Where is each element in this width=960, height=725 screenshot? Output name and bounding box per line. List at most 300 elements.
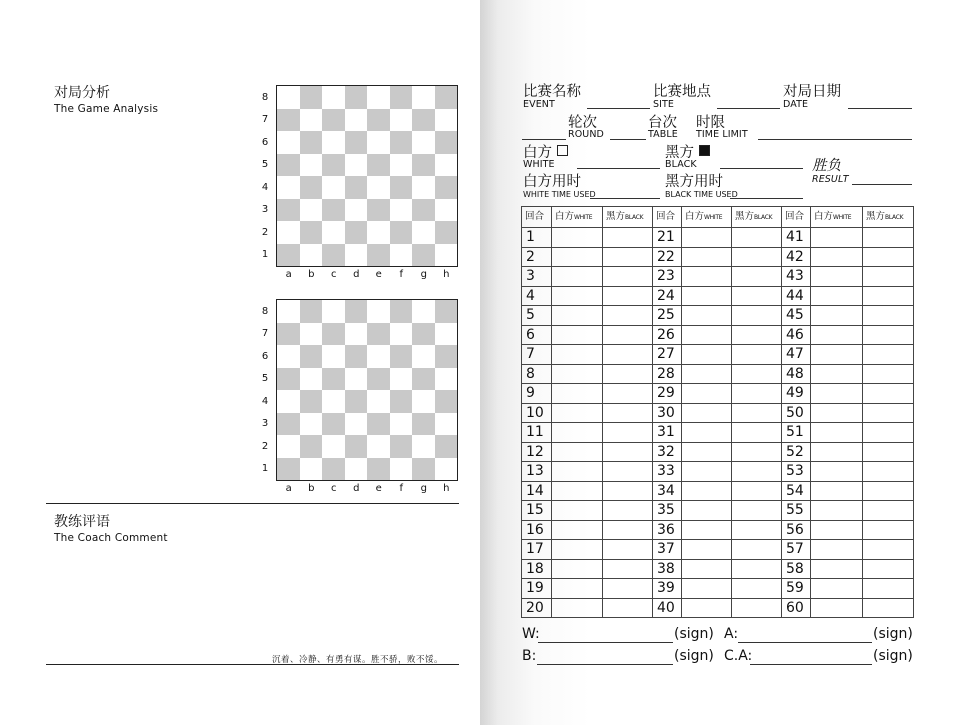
time-limit-field[interactable] bbox=[758, 139, 912, 140]
black-move-cell[interactable] bbox=[863, 481, 914, 501]
board-square[interactable] bbox=[367, 109, 390, 132]
board-square[interactable] bbox=[277, 323, 300, 346]
board-square[interactable] bbox=[412, 199, 435, 222]
white-time-field[interactable] bbox=[590, 198, 660, 199]
board-square[interactable] bbox=[435, 131, 458, 154]
board-square[interactable] bbox=[300, 458, 323, 481]
white-move-cell[interactable] bbox=[682, 306, 732, 326]
white-move-cell[interactable] bbox=[682, 384, 732, 404]
black-move-cell[interactable] bbox=[603, 325, 653, 345]
move-number: 60 bbox=[782, 598, 811, 618]
board-square[interactable] bbox=[300, 154, 323, 177]
black-move-cell[interactable] bbox=[863, 540, 914, 560]
black-move-cell[interactable] bbox=[863, 442, 914, 462]
white-move-cell[interactable] bbox=[811, 384, 863, 404]
move-number: 39 bbox=[653, 579, 682, 599]
board-square[interactable] bbox=[322, 390, 345, 413]
board-square[interactable] bbox=[277, 86, 300, 109]
white-move-cell[interactable] bbox=[552, 247, 603, 267]
white-move-cell[interactable] bbox=[682, 403, 732, 423]
white-move-cell[interactable] bbox=[811, 325, 863, 345]
white-move-cell[interactable] bbox=[811, 442, 863, 462]
board-square[interactable] bbox=[300, 300, 323, 323]
board-square[interactable] bbox=[277, 368, 300, 391]
move-number: 16 bbox=[522, 520, 552, 540]
board-square[interactable] bbox=[412, 131, 435, 154]
board-square[interactable] bbox=[345, 458, 368, 481]
white-move-cell[interactable] bbox=[552, 481, 603, 501]
black-move-cell[interactable] bbox=[732, 579, 782, 599]
board-square[interactable] bbox=[345, 323, 368, 346]
board-square[interactable] bbox=[322, 221, 345, 244]
black-move-cell[interactable] bbox=[603, 442, 653, 462]
file-label: f bbox=[399, 483, 404, 494]
table-row bbox=[522, 286, 914, 306]
move-number: 25 bbox=[653, 306, 682, 326]
white-move-cell[interactable] bbox=[811, 579, 863, 599]
white-move-cell[interactable] bbox=[552, 228, 603, 248]
board-square[interactable] bbox=[367, 154, 390, 177]
black-move-cell[interactable] bbox=[863, 423, 914, 443]
result-field[interactable] bbox=[852, 184, 912, 185]
black-move-cell[interactable] bbox=[732, 501, 782, 521]
board-square[interactable] bbox=[390, 221, 413, 244]
black-move-cell[interactable] bbox=[863, 247, 914, 267]
white-move-cell[interactable] bbox=[552, 442, 603, 462]
white-move-cell[interactable] bbox=[552, 540, 603, 560]
board-square[interactable] bbox=[390, 413, 413, 436]
white-move-cell[interactable] bbox=[552, 286, 603, 306]
white-move-cell[interactable] bbox=[682, 247, 732, 267]
black-move-cell[interactable] bbox=[863, 598, 914, 618]
board-square[interactable] bbox=[322, 131, 345, 154]
white-move-cell[interactable] bbox=[811, 598, 863, 618]
black-move-cell[interactable] bbox=[732, 325, 782, 345]
black-move-cell[interactable] bbox=[732, 540, 782, 560]
white-move-cell[interactable] bbox=[811, 247, 863, 267]
move-number: 36 bbox=[653, 520, 682, 540]
table-row bbox=[522, 598, 914, 618]
black-move-cell[interactable] bbox=[732, 364, 782, 384]
board-square[interactable] bbox=[345, 244, 368, 267]
black-move-cell[interactable] bbox=[732, 345, 782, 365]
board-square[interactable] bbox=[277, 131, 300, 154]
board-square[interactable] bbox=[345, 390, 368, 413]
board-square[interactable] bbox=[435, 86, 458, 109]
board-square[interactable] bbox=[435, 390, 458, 413]
board-square[interactable] bbox=[322, 300, 345, 323]
board-square[interactable] bbox=[435, 413, 458, 436]
white-move-cell[interactable] bbox=[682, 501, 732, 521]
board-square[interactable] bbox=[345, 435, 368, 458]
board-square[interactable] bbox=[345, 176, 368, 199]
white-header-zh: 白方 bbox=[555, 210, 575, 222]
board-square[interactable] bbox=[345, 345, 368, 368]
board-square[interactable] bbox=[390, 300, 413, 323]
board-square[interactable] bbox=[390, 458, 413, 481]
board-square[interactable] bbox=[300, 86, 323, 109]
white-move-cell[interactable] bbox=[682, 520, 732, 540]
black-move-cell[interactable] bbox=[603, 579, 653, 599]
white-move-cell[interactable] bbox=[811, 403, 863, 423]
white-move-cell[interactable] bbox=[552, 520, 603, 540]
board-square[interactable] bbox=[300, 413, 323, 436]
white-move-cell[interactable] bbox=[811, 520, 863, 540]
white-move-cell[interactable] bbox=[552, 423, 603, 443]
a-sign-suffix: (sign) bbox=[873, 626, 913, 642]
board-square[interactable] bbox=[367, 300, 390, 323]
white-move-cell[interactable] bbox=[811, 286, 863, 306]
board-square[interactable] bbox=[390, 345, 413, 368]
white-move-cell[interactable] bbox=[811, 306, 863, 326]
black-move-cell[interactable] bbox=[603, 384, 653, 404]
black-move-cell[interactable] bbox=[603, 520, 653, 540]
board-square[interactable] bbox=[277, 109, 300, 132]
black-move-cell[interactable] bbox=[603, 462, 653, 482]
black-move-cell[interactable] bbox=[863, 501, 914, 521]
scoresheet-table bbox=[521, 206, 914, 618]
black-move-cell[interactable] bbox=[603, 540, 653, 560]
board-square[interactable] bbox=[322, 458, 345, 481]
black-move-cell[interactable] bbox=[732, 384, 782, 404]
board-square[interactable] bbox=[412, 86, 435, 109]
board-square[interactable] bbox=[300, 109, 323, 132]
board-square[interactable] bbox=[412, 109, 435, 132]
black-move-cell[interactable] bbox=[732, 247, 782, 267]
white-move-cell[interactable] bbox=[552, 501, 603, 521]
white-move-cell[interactable] bbox=[552, 598, 603, 618]
time-limit-label-en: TIME LIMIT bbox=[696, 129, 748, 140]
board-square[interactable] bbox=[322, 435, 345, 458]
board-square[interactable] bbox=[412, 368, 435, 391]
board-square[interactable] bbox=[345, 368, 368, 391]
file-label: d bbox=[353, 483, 360, 494]
board-square[interactable] bbox=[277, 390, 300, 413]
white-move-cell[interactable] bbox=[552, 384, 603, 404]
black-move-cell[interactable] bbox=[863, 520, 914, 540]
black-move-cell[interactable] bbox=[603, 364, 653, 384]
board-square[interactable] bbox=[390, 154, 413, 177]
board-square[interactable] bbox=[322, 244, 345, 267]
black-move-cell[interactable] bbox=[603, 559, 653, 579]
board-square[interactable] bbox=[412, 176, 435, 199]
white-move-cell[interactable] bbox=[682, 559, 732, 579]
black-move-cell[interactable] bbox=[732, 423, 782, 443]
board-square[interactable] bbox=[345, 154, 368, 177]
board-square[interactable] bbox=[435, 368, 458, 391]
board-square[interactable] bbox=[390, 176, 413, 199]
board-square[interactable] bbox=[345, 221, 368, 244]
board-square[interactable] bbox=[412, 323, 435, 346]
move-number: 4 bbox=[522, 286, 552, 306]
white-move-cell[interactable] bbox=[682, 345, 732, 365]
white-move-cell[interactable] bbox=[682, 267, 732, 287]
board-square[interactable] bbox=[435, 244, 458, 267]
white-move-cell[interactable] bbox=[682, 228, 732, 248]
black-move-cell[interactable] bbox=[732, 286, 782, 306]
white-move-cell[interactable] bbox=[552, 579, 603, 599]
black-move-cell[interactable] bbox=[732, 403, 782, 423]
board-square[interactable] bbox=[300, 390, 323, 413]
board-square[interactable] bbox=[390, 368, 413, 391]
black-column-header bbox=[863, 207, 914, 228]
move-number: 26 bbox=[653, 325, 682, 345]
board-square[interactable] bbox=[277, 154, 300, 177]
board-square[interactable] bbox=[435, 458, 458, 481]
table-row bbox=[522, 364, 914, 384]
black-player-field[interactable] bbox=[720, 168, 803, 169]
board-square[interactable] bbox=[367, 221, 390, 244]
board-square[interactable] bbox=[300, 323, 323, 346]
board-square[interactable] bbox=[345, 300, 368, 323]
black-move-cell[interactable] bbox=[732, 306, 782, 326]
board-square[interactable] bbox=[367, 435, 390, 458]
a-sign-field[interactable] bbox=[738, 642, 872, 643]
black-move-cell[interactable] bbox=[863, 559, 914, 579]
white-move-cell[interactable] bbox=[811, 423, 863, 443]
board-square[interactable] bbox=[345, 109, 368, 132]
white-move-cell[interactable] bbox=[811, 481, 863, 501]
board-square[interactable] bbox=[367, 199, 390, 222]
white-move-cell[interactable] bbox=[811, 501, 863, 521]
white-move-cell[interactable] bbox=[552, 462, 603, 482]
white-player-field[interactable] bbox=[577, 168, 660, 169]
black-move-cell[interactable] bbox=[732, 442, 782, 462]
board-square[interactable] bbox=[435, 109, 458, 132]
white-move-cell[interactable] bbox=[682, 325, 732, 345]
board-square[interactable] bbox=[322, 86, 345, 109]
board-square[interactable] bbox=[345, 413, 368, 436]
ca-sign-suffix: (sign) bbox=[873, 648, 913, 664]
move-number: 9 bbox=[522, 384, 552, 404]
board-square[interactable] bbox=[277, 435, 300, 458]
white-move-cell[interactable] bbox=[552, 325, 603, 345]
board-square[interactable] bbox=[412, 435, 435, 458]
board-square[interactable] bbox=[435, 345, 458, 368]
white-move-cell[interactable] bbox=[682, 579, 732, 599]
move-number: 14 bbox=[522, 481, 552, 501]
black-move-cell[interactable] bbox=[732, 228, 782, 248]
move-number: 33 bbox=[653, 462, 682, 482]
rank-label: 4 bbox=[261, 181, 269, 193]
board-square[interactable] bbox=[435, 221, 458, 244]
board-square[interactable] bbox=[277, 244, 300, 267]
black-move-cell[interactable] bbox=[863, 306, 914, 326]
file-label: c bbox=[331, 483, 337, 494]
board-square[interactable] bbox=[277, 221, 300, 244]
table-row bbox=[522, 559, 914, 579]
board-square[interactable] bbox=[277, 300, 300, 323]
board-square[interactable] bbox=[367, 413, 390, 436]
black-move-cell[interactable] bbox=[603, 403, 653, 423]
analysis-title-en: The Game Analysis bbox=[54, 103, 159, 115]
table-field[interactable] bbox=[610, 139, 646, 140]
board-square[interactable] bbox=[390, 86, 413, 109]
black-move-cell[interactable] bbox=[732, 559, 782, 579]
board-square[interactable] bbox=[300, 244, 323, 267]
board-square[interactable] bbox=[300, 435, 323, 458]
board-square[interactable] bbox=[367, 176, 390, 199]
black-move-cell[interactable] bbox=[603, 501, 653, 521]
board-square[interactable] bbox=[390, 435, 413, 458]
black-move-cell[interactable] bbox=[863, 228, 914, 248]
white-move-cell[interactable] bbox=[811, 462, 863, 482]
black-move-cell[interactable] bbox=[603, 228, 653, 248]
board-square[interactable] bbox=[435, 154, 458, 177]
black-move-cell[interactable] bbox=[732, 267, 782, 287]
board-square[interactable] bbox=[412, 413, 435, 436]
board-square[interactable] bbox=[367, 368, 390, 391]
move-number: 42 bbox=[782, 247, 811, 267]
white-move-cell[interactable] bbox=[552, 364, 603, 384]
board-square[interactable] bbox=[277, 345, 300, 368]
board-square[interactable] bbox=[322, 109, 345, 132]
white-move-cell[interactable] bbox=[552, 345, 603, 365]
w-sign-field[interactable] bbox=[538, 642, 673, 643]
black-move-cell[interactable] bbox=[603, 345, 653, 365]
board-square[interactable] bbox=[367, 458, 390, 481]
black-move-cell[interactable] bbox=[732, 462, 782, 482]
white-move-cell[interactable] bbox=[811, 267, 863, 287]
event-field[interactable] bbox=[587, 108, 650, 109]
white-move-cell[interactable] bbox=[552, 403, 603, 423]
black-player-label-en: BLACK bbox=[665, 159, 697, 170]
ca-sign-field[interactable] bbox=[750, 664, 872, 665]
board-square[interactable] bbox=[300, 176, 323, 199]
board-square[interactable] bbox=[367, 390, 390, 413]
white-move-cell[interactable] bbox=[682, 442, 732, 462]
board-square[interactable] bbox=[322, 199, 345, 222]
black-move-cell[interactable] bbox=[603, 247, 653, 267]
white-move-cell[interactable] bbox=[682, 423, 732, 443]
b-sign-field[interactable] bbox=[537, 664, 673, 665]
board-square[interactable] bbox=[435, 300, 458, 323]
black-move-cell[interactable] bbox=[603, 286, 653, 306]
board-square[interactable] bbox=[345, 199, 368, 222]
board-square[interactable] bbox=[300, 131, 323, 154]
move-number: 48 bbox=[782, 364, 811, 384]
board-square[interactable] bbox=[390, 131, 413, 154]
board-square[interactable] bbox=[345, 86, 368, 109]
white-move-cell[interactable] bbox=[682, 598, 732, 618]
white-move-cell[interactable] bbox=[682, 364, 732, 384]
move-number: 49 bbox=[782, 384, 811, 404]
black-move-cell[interactable] bbox=[863, 403, 914, 423]
board-square[interactable] bbox=[277, 199, 300, 222]
event-label-zh: 比赛名称 bbox=[523, 84, 581, 100]
board-square[interactable] bbox=[435, 323, 458, 346]
black-move-cell[interactable] bbox=[863, 384, 914, 404]
board-square[interactable] bbox=[322, 323, 345, 346]
board-square[interactable] bbox=[435, 199, 458, 222]
white-move-cell[interactable] bbox=[811, 364, 863, 384]
board-square[interactable] bbox=[277, 413, 300, 436]
black-move-cell[interactable] bbox=[732, 520, 782, 540]
black-move-cell[interactable] bbox=[863, 345, 914, 365]
board-square[interactable] bbox=[435, 435, 458, 458]
black-move-cell[interactable] bbox=[863, 579, 914, 599]
white-move-cell[interactable] bbox=[811, 345, 863, 365]
white-move-cell[interactable] bbox=[682, 540, 732, 560]
board-square[interactable] bbox=[300, 221, 323, 244]
black-move-cell[interactable] bbox=[863, 267, 914, 287]
file-label: d bbox=[353, 269, 360, 280]
board-square[interactable] bbox=[412, 390, 435, 413]
board-square[interactable] bbox=[322, 413, 345, 436]
board-square[interactable] bbox=[435, 176, 458, 199]
white-move-cell[interactable] bbox=[552, 306, 603, 326]
date-field[interactable] bbox=[848, 108, 912, 109]
board-square[interactable] bbox=[390, 244, 413, 267]
board-square[interactable] bbox=[367, 131, 390, 154]
black-move-cell[interactable] bbox=[863, 462, 914, 482]
board-square[interactable] bbox=[412, 244, 435, 267]
black-move-cell[interactable] bbox=[603, 423, 653, 443]
white-move-cell[interactable] bbox=[682, 481, 732, 501]
board-square[interactable] bbox=[322, 176, 345, 199]
round-field[interactable] bbox=[522, 139, 566, 140]
board-square[interactable] bbox=[277, 176, 300, 199]
move-number: 18 bbox=[522, 559, 552, 579]
file-label: b bbox=[308, 269, 315, 280]
board-square[interactable] bbox=[390, 390, 413, 413]
black-move-cell[interactable] bbox=[603, 481, 653, 501]
board-square[interactable] bbox=[322, 154, 345, 177]
board-square[interactable] bbox=[367, 244, 390, 267]
board-square[interactable] bbox=[345, 131, 368, 154]
board-square[interactable] bbox=[300, 199, 323, 222]
board-square[interactable] bbox=[300, 368, 323, 391]
white-move-cell[interactable] bbox=[811, 228, 863, 248]
board-square[interactable] bbox=[367, 86, 390, 109]
board-square[interactable] bbox=[300, 345, 323, 368]
black-move-cell[interactable] bbox=[732, 481, 782, 501]
board-square[interactable] bbox=[277, 458, 300, 481]
black-move-cell[interactable] bbox=[603, 598, 653, 618]
white-move-cell[interactable] bbox=[682, 286, 732, 306]
board-square[interactable] bbox=[322, 345, 345, 368]
board-square[interactable] bbox=[412, 300, 435, 323]
board-square[interactable] bbox=[367, 323, 390, 346]
black-move-cell[interactable] bbox=[603, 267, 653, 287]
board-square[interactable] bbox=[412, 221, 435, 244]
black-move-cell[interactable] bbox=[732, 598, 782, 618]
black-move-cell[interactable] bbox=[863, 364, 914, 384]
black-move-cell[interactable] bbox=[863, 325, 914, 345]
board-square[interactable] bbox=[322, 368, 345, 391]
white-move-cell[interactable] bbox=[682, 462, 732, 482]
white-move-cell[interactable] bbox=[552, 267, 603, 287]
board-square[interactable] bbox=[412, 154, 435, 177]
board-square[interactable] bbox=[412, 345, 435, 368]
white-move-cell[interactable] bbox=[811, 540, 863, 560]
file-label: g bbox=[420, 269, 427, 280]
white-column-header bbox=[682, 207, 732, 228]
board-square[interactable] bbox=[412, 458, 435, 481]
white-move-cell[interactable] bbox=[811, 559, 863, 579]
move-number: 6 bbox=[522, 325, 552, 345]
board-square[interactable] bbox=[367, 345, 390, 368]
black-move-cell[interactable] bbox=[863, 286, 914, 306]
black-move-cell[interactable] bbox=[603, 306, 653, 326]
board-square[interactable] bbox=[390, 109, 413, 132]
site-field[interactable] bbox=[717, 108, 780, 109]
white-move-cell[interactable] bbox=[552, 559, 603, 579]
black-time-field[interactable] bbox=[730, 198, 803, 199]
board-square[interactable] bbox=[390, 323, 413, 346]
board-square[interactable] bbox=[390, 199, 413, 222]
black-header-zh: 黑方 bbox=[606, 210, 626, 222]
